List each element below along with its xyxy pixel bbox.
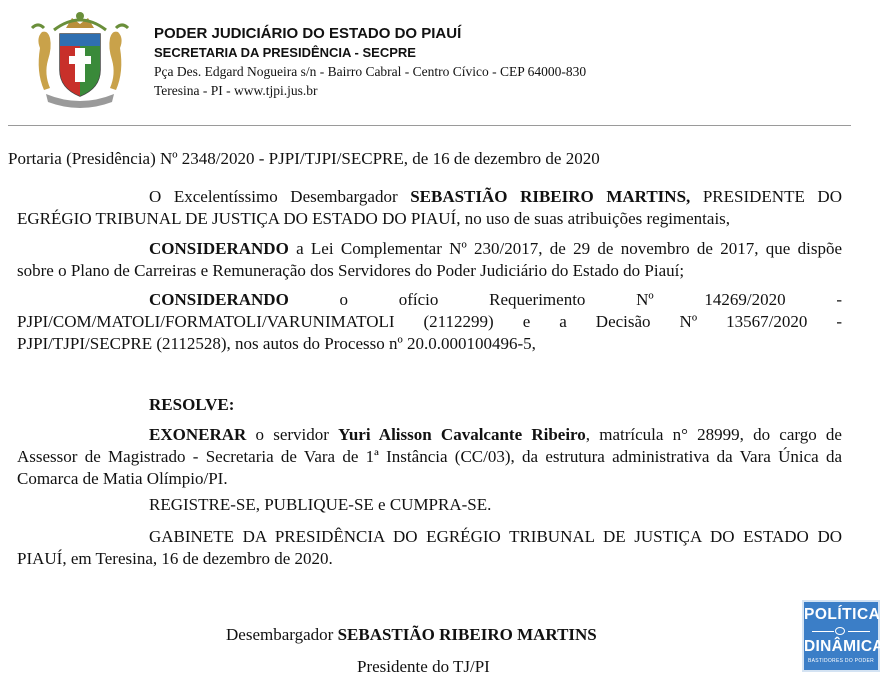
signature-line bbox=[226, 624, 597, 646]
intro-paragraph bbox=[17, 186, 842, 230]
signature-role: Presidente do TJ/PI bbox=[357, 657, 490, 676]
exonerar-paragraph bbox=[17, 424, 842, 490]
department-title: SECRETARIA DA PRESIDÊNCIA - SECPRE bbox=[154, 45, 416, 60]
considerando-2-line3: PJPI/TJPI/SECPRE (2112528), nos autos do Processo nº 20.0.000100496-5, bbox=[17, 334, 536, 353]
letterhead bbox=[154, 24, 586, 100]
servant-name: Yuri Alisson Cavalcante Ribeiro bbox=[338, 425, 586, 444]
institution-title: PODER JUDICIÁRIO DO ESTADO DO PIAUÍ bbox=[154, 25, 462, 42]
watermark-line2: DINÂMICA bbox=[804, 638, 884, 655]
coat-of-arms-logo bbox=[28, 8, 132, 112]
resolve-heading: RESOLVE: bbox=[149, 395, 235, 414]
considerando-2-keyword: CONSIDERANDO bbox=[149, 290, 289, 309]
exonerar-lead: o servidor bbox=[246, 425, 339, 444]
intro-rest: PRESIDENTE DO EGRÉGIO TRIBUNAL DE JUSTIÇA DO ESTADO DO PIAUÍ, no uso de suas atribuições regimentais, bbox=[17, 187, 842, 228]
watermark-tagline: BASTIDORES DO PODER bbox=[808, 658, 874, 664]
considerando-2-line2: PJPI/COM/MATOLI/FORMATOLI/VARUNIMATOLI (2112299) e a Decisão Nº 13567/2020 - bbox=[17, 312, 842, 331]
watermark-separator bbox=[804, 624, 878, 638]
header-divider bbox=[8, 125, 851, 126]
exonerar-rest: , matrícula n° 28999, do cargo de Assessor de Magistrado - Secretaria de Vara de 1ª Instância (CC/03), da estrutura administrativa da Vara Única da Comarca de Matia Olímpio/PI. bbox=[17, 425, 842, 488]
registre-line: REGISTRE-SE, PUBLIQUE-SE e CUMPRA-SE. bbox=[149, 495, 492, 514]
exonerar-keyword: EXONERAR bbox=[149, 425, 247, 444]
signature-prefix: Desembargador bbox=[226, 625, 338, 644]
considerando-2-line1-rest: o ofício Requerimento Nº 14269/2020 - bbox=[339, 290, 842, 309]
considerando-1-paragraph bbox=[17, 238, 842, 282]
watermark-line1: POLÍTICA bbox=[804, 606, 881, 623]
city-site-line: Teresina - PI - www.tjpi.jus.br bbox=[154, 83, 318, 98]
considerando-1-text: a Lei Complementar Nº 230/2017, de 29 de novembro de 2017, que dispõe sobre o Plano de Carreiras e Remuneração dos Servidores do Poder Judiciário do Estado do Piauí; bbox=[17, 239, 842, 280]
politica-dinamica-watermark bbox=[802, 600, 884, 672]
intro-name: SEBASTIÃO RIBEIRO MARTINS, bbox=[410, 187, 691, 206]
gabinete-paragraph: GABINETE DA PRESIDÊNCIA DO EGRÉGIO TRIBUNAL DE JUSTIÇA DO ESTADO DO PIAUÍ, em Teresina, 16 de dezembro de 2020. bbox=[17, 527, 842, 568]
considerando-1-keyword: CONSIDERANDO bbox=[149, 239, 289, 258]
address-line: Pça Des. Edgard Nogueira s/n - Bairro Cabral - Centro Cívico - CEP 64000-830 bbox=[154, 64, 587, 79]
intro-lead: O Excelentíssimo Desembargador bbox=[149, 187, 411, 206]
considerando-2-line1 bbox=[17, 289, 842, 311]
watermark-ring-icon bbox=[835, 627, 845, 635]
signature-name: SEBASTIÃO RIBEIRO MARTINS bbox=[337, 625, 597, 644]
portaria-line: Portaria (Presidência) Nº 2348/2020 - PJPI/TJPI/SECPRE, de 16 de dezembro de 2020 bbox=[8, 149, 600, 168]
